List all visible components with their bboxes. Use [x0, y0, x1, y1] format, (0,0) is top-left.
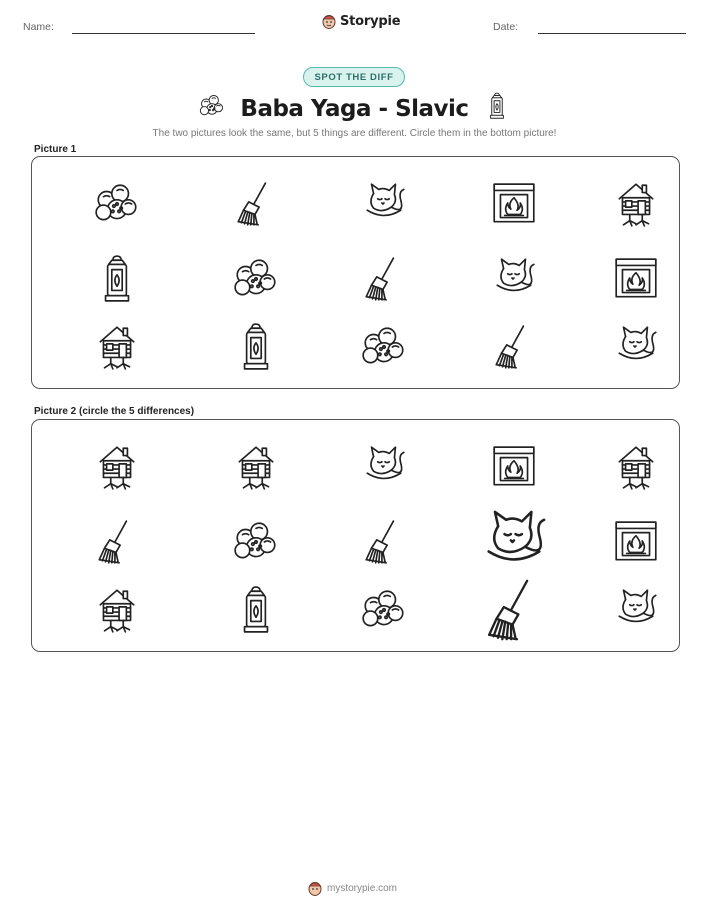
cat-icon	[489, 254, 539, 304]
picture2-cell-r2-c4[interactable]	[476, 504, 552, 580]
fireplace-icon	[489, 442, 539, 492]
berries-icon	[92, 179, 142, 229]
picture2-cell-r1-c3[interactable]	[359, 442, 409, 492]
picture1-cell-r2-c5	[611, 254, 661, 304]
picture1-cell-r1-c3	[359, 179, 409, 229]
broom-icon	[479, 575, 549, 645]
picture2-cell-r2-c2[interactable]	[231, 517, 281, 567]
brand-name: Storypie	[340, 13, 401, 29]
picture1-cell-r3-c3	[359, 322, 409, 372]
berries-icon	[198, 92, 226, 120]
brand-logo	[322, 13, 400, 29]
picture1-panel	[31, 156, 680, 389]
picture1-cell-r2-c1	[92, 254, 142, 304]
broom-icon	[489, 322, 539, 372]
cat-icon	[359, 442, 409, 492]
page-title: Baba Yaga - Slavic	[240, 95, 469, 122]
picture2-cell-r1-c4[interactable]	[489, 442, 539, 492]
fireplace-icon	[489, 179, 539, 229]
lantern-icon	[231, 322, 281, 372]
title-row	[0, 92, 709, 125]
date-label: Date:	[493, 21, 519, 33]
picture2-cell-r3-c3[interactable]	[359, 585, 409, 635]
lantern-icon	[231, 585, 281, 635]
picture2-cell-r1-c1[interactable]	[92, 442, 142, 492]
name-label: Name:	[23, 21, 54, 33]
lantern-icon	[483, 92, 511, 120]
picture2-cell-r2-c1[interactable]	[92, 517, 142, 567]
instructions-text: The two pictures look the same, but 5 things are different. Circle them in the bottom picture!	[152, 128, 557, 139]
picture2-cell-r3-c5[interactable]	[611, 585, 661, 635]
broom-icon	[231, 179, 281, 229]
picture2-cell-r1-c2[interactable]	[231, 442, 281, 492]
footer	[308, 880, 397, 896]
berries-icon	[359, 585, 409, 635]
hut-icon	[92, 585, 142, 635]
picture2-panel[interactable]	[31, 419, 680, 652]
picture2-cell-r3-c1[interactable]	[92, 585, 142, 635]
picture1-cell-r2-c3	[359, 254, 409, 304]
broom-icon	[359, 254, 409, 304]
berries-icon	[198, 92, 226, 125]
berries-icon	[231, 517, 281, 567]
hut-icon	[231, 442, 281, 492]
picture1-cell-r1-c2	[231, 179, 281, 229]
spot-the-diff-badge: SPOT THE DIFF	[303, 67, 405, 87]
cat-icon	[476, 504, 552, 580]
picture2-cell-r3-c4[interactable]	[479, 575, 549, 645]
picture1-cell-r3-c1	[92, 322, 142, 372]
picture1-cell-r1-c5	[611, 179, 661, 229]
broom-icon	[92, 517, 142, 567]
picture1-cell-r1-c1	[92, 179, 142, 229]
date-field[interactable]	[538, 33, 686, 34]
picture2-cell-r2-c3[interactable]	[359, 517, 409, 567]
name-field[interactable]	[72, 33, 255, 34]
picture1-cell-r3-c2	[231, 322, 281, 372]
broom-icon	[359, 517, 409, 567]
hut-icon	[92, 442, 142, 492]
fireplace-icon	[611, 254, 661, 304]
picture2-cell-r1-c5[interactable]	[611, 442, 661, 492]
berries-icon	[359, 322, 409, 372]
lantern-icon	[92, 254, 142, 304]
storypie-mascot-icon	[322, 13, 336, 29]
hut-icon	[92, 322, 142, 372]
lantern-icon	[483, 92, 511, 125]
fireplace-icon	[611, 517, 661, 567]
picture1-cell-r1-c4	[489, 179, 539, 229]
footer-site[interactable]: mystorypie.com	[327, 882, 398, 894]
storypie-mascot-icon	[308, 880, 322, 896]
cat-icon	[611, 585, 661, 635]
picture2-label: Picture 2 (circle the 5 differences)	[34, 406, 195, 417]
berries-icon	[231, 254, 281, 304]
picture1-cell-r3-c5	[611, 322, 661, 372]
cat-icon	[359, 179, 409, 229]
picture2-cell-r3-c2[interactable]	[231, 585, 281, 635]
picture1-cell-r2-c2	[231, 254, 281, 304]
picture1-cell-r3-c4	[489, 322, 539, 372]
picture2-cell-r2-c5[interactable]	[611, 517, 661, 567]
cat-icon	[611, 322, 661, 372]
picture1-label: Picture 1	[34, 144, 77, 155]
hut-icon	[611, 179, 661, 229]
picture1-cell-r2-c4	[489, 254, 539, 304]
hut-icon	[611, 442, 661, 492]
